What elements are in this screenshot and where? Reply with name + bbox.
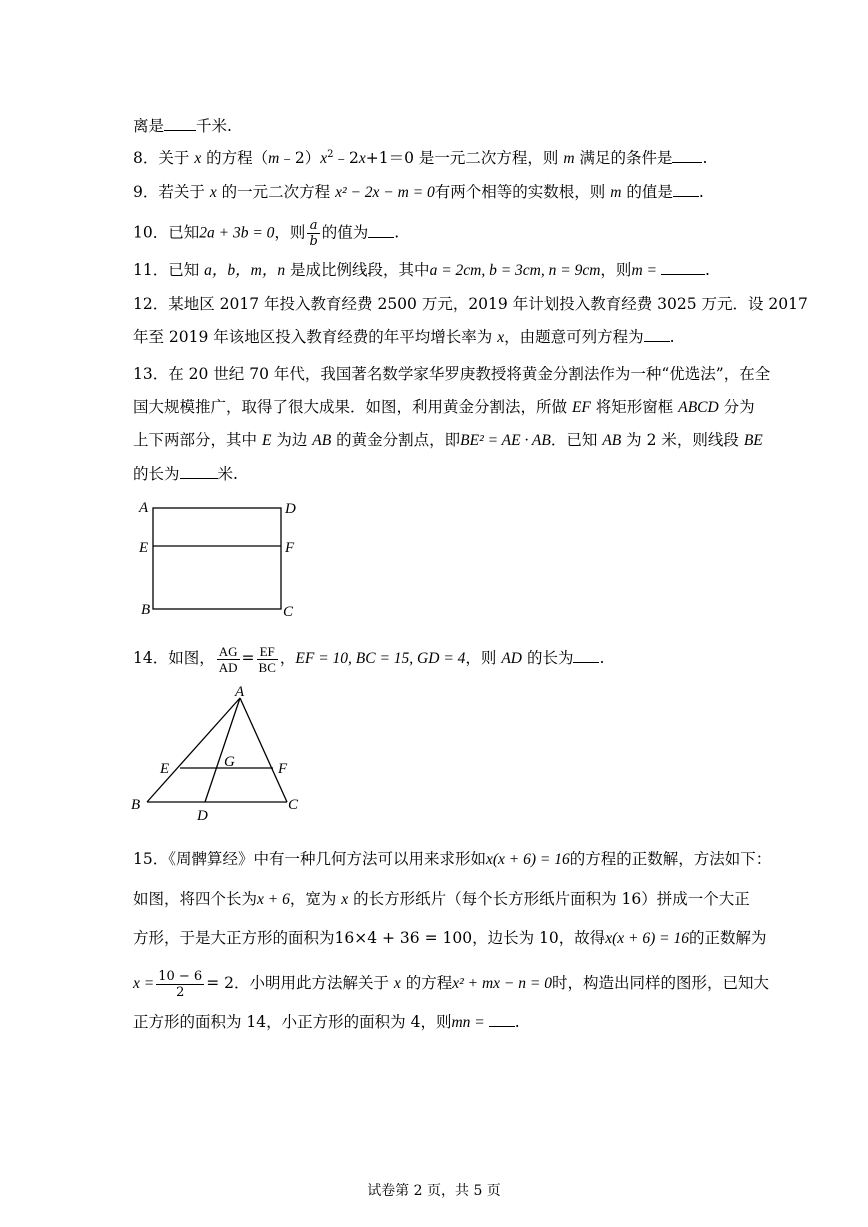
answer-blank[interactable] [368, 223, 394, 238]
q15-equation: x² + mx − n = 0 [452, 975, 552, 992]
q9-equation: x² − 2x − m = 0 [335, 184, 435, 201]
q15-equation: x(x + 6) = 16 [485, 851, 570, 868]
rectangle-abcd [153, 508, 281, 609]
q9-var: x [209, 184, 217, 201]
q8-text: 的方程（ [201, 149, 269, 167]
label-e: E [160, 761, 170, 777]
q12-end: . [669, 328, 675, 346]
q11-text: ，则 [600, 261, 632, 279]
fraction-denominator: BC [258, 659, 276, 675]
q13-var: E [261, 432, 272, 449]
answer-blank[interactable] [573, 648, 599, 663]
q13-text: 国大规模推广，取得了很大成果．如图，利用黄金分割法，所做 [133, 398, 572, 416]
q8-text: ﹣2） [279, 149, 321, 167]
segment-ad [205, 698, 240, 802]
q10-number: 10． [133, 223, 169, 242]
answer-blank[interactable] [644, 327, 670, 342]
q8-text: 关于 [158, 149, 195, 167]
q13-text: 上下两部分，其中 [133, 431, 262, 449]
fraction-numerator: 10 − 6 [158, 968, 203, 984]
label-d: D [197, 808, 208, 824]
q13-text: 将矩形窗框 [590, 398, 679, 416]
q10-end: . [394, 223, 400, 242]
q7-text: 离是 [133, 117, 165, 135]
label-c: C [283, 604, 294, 620]
q15-var: x [393, 975, 401, 992]
q9-text: 的一元二次方程 [216, 183, 336, 201]
fraction-ef-over-bc [257, 644, 278, 675]
q15-text: 如图，将四个长为 [133, 890, 258, 908]
q12-line2 [133, 327, 675, 348]
q15-text: 正方形的面积为 14，小正方形的面积为 4，则 [133, 1013, 452, 1031]
label-g: G [224, 754, 235, 770]
q14-equation: EF = 10, BC = 15, GD = 4 [295, 650, 466, 667]
q8-exponent: 2 [327, 148, 334, 160]
q14-var: AD [501, 650, 523, 667]
q9-text: 若关于 [158, 183, 210, 201]
q8-var: m [563, 150, 575, 167]
q8-text: 满足的条件是 [574, 149, 673, 167]
q8-text: +1＝0 是一元二次方程，则 [365, 149, 564, 167]
q15-text: 的方程 [400, 974, 453, 992]
q15-var: x = [133, 975, 155, 992]
q13-line2 [133, 397, 755, 418]
q14-number: 14． [133, 649, 169, 667]
q12-text: ，由题意可列方程为 [504, 328, 644, 346]
page-footer: 试卷第 2 页，共 5 页 [367, 1183, 501, 1199]
question-8 [133, 148, 707, 169]
q13-var: AB [312, 432, 332, 449]
fraction-numerator: a [307, 218, 319, 234]
q15-var: mn = [451, 1014, 485, 1031]
q13-var: EF [571, 399, 591, 416]
q12-text: 年至 2019 年该地区投入教育经费的年平均增长率为 [133, 328, 498, 346]
fraction-solution [156, 969, 204, 1000]
q10-text: ，则 [274, 223, 306, 242]
q14-text: ， [279, 649, 296, 667]
q15-text: 的正数解为 [689, 929, 767, 947]
fraction-ag-over-ad [217, 644, 240, 675]
q13-line3 [133, 430, 763, 451]
answer-blank[interactable] [164, 116, 196, 131]
q11-text: 已知 [168, 261, 205, 279]
question-10 [133, 218, 399, 249]
figure-triangle-abc [125, 680, 315, 826]
answer-blank[interactable] [672, 148, 702, 163]
q13-text: 分为 [718, 398, 755, 416]
q15-text: 的长方形纸片（每个长方形纸片面积为 16）拼成一个大正 [348, 890, 750, 908]
q13-text: 为边 [271, 431, 313, 449]
q7-tail [133, 116, 232, 136]
answer-blank[interactable] [180, 464, 218, 479]
answer-blank[interactable] [673, 182, 699, 197]
fraction-numerator: AG [218, 643, 238, 659]
label-d: D [285, 501, 296, 517]
q10-equation: 2a + 3b = 0 [199, 224, 275, 242]
answer-blank[interactable] [661, 260, 705, 275]
label-b: B [141, 602, 151, 618]
q15-line1 [133, 849, 771, 870]
q9-number: 9． [133, 183, 159, 201]
q15-var: x [341, 891, 349, 908]
q12-line1: 12．某地区 2017 年投入教育经费 2500 万元，2019 年计划投入教育经费 3025 万元．设 2017 [133, 295, 808, 313]
q8-var: x [320, 150, 328, 167]
q13-line4 [133, 464, 238, 484]
label-c: C [288, 797, 299, 813]
fraction-numerator: EF [257, 644, 278, 660]
q10-text: 已知 [168, 223, 200, 242]
segment-ac [240, 698, 287, 802]
q8-var: x [358, 150, 366, 167]
q9-text: 的值是 [621, 183, 673, 201]
q15-text: 15．《周髀算经》中有一种几何方法可以用来求形如 [133, 850, 486, 868]
q11-vars: a，b，m，n [204, 262, 286, 279]
q13-text: 米. [217, 465, 238, 483]
q15-end: . [514, 1013, 520, 1031]
question-14 [133, 641, 604, 676]
fraction-denominator: 2 [176, 984, 185, 1000]
q15-equation: x + 6 [257, 891, 290, 908]
figure-rectangle-abcd [133, 496, 313, 622]
answer-blank[interactable] [489, 1012, 515, 1027]
question-9 [133, 182, 704, 203]
q13-var: ABCD [678, 399, 719, 416]
q11-equation: a = 2cm, b = 3cm, n = 9cm [429, 262, 601, 279]
q13-text: 的黄金分割点，即 [331, 431, 461, 449]
q9-end: . [698, 183, 704, 201]
label-b: B [131, 797, 141, 813]
q12-var: x [497, 329, 505, 346]
label-f: F [285, 540, 295, 556]
q13-text: ．已知 [550, 431, 603, 449]
q13-var: BE [743, 432, 763, 449]
q13-text: 的长为 [133, 465, 180, 483]
q11-text: 是成比例线段，其中 [285, 261, 430, 279]
q9-text: 有两个相等的实数根，则 [434, 183, 611, 201]
q15-line5 [133, 1012, 520, 1033]
fraction-denominator: b [309, 234, 318, 249]
fraction-denominator: AD [218, 659, 238, 675]
q14-text: ，则 [465, 649, 502, 667]
q15-text: ，边长为 10，故得 [472, 929, 606, 947]
q15-line4 [133, 966, 769, 1001]
fraction-a-over-b [307, 218, 319, 249]
q15-equation: x(x + 6) = 16 [605, 930, 689, 947]
segment-ab [147, 698, 240, 802]
q14-end: . [599, 649, 605, 667]
q11-number: 11． [133, 261, 169, 279]
question-11 [133, 260, 710, 281]
q15-text: 方形，于是大正方形的面积为 [133, 929, 335, 947]
q15-line2 [133, 889, 750, 910]
q11-end: . [704, 261, 710, 279]
q13-var: AB [602, 432, 622, 449]
q8-text: ﹣2 [333, 149, 359, 167]
q8-end: . [702, 149, 708, 167]
label-a: A [139, 500, 149, 516]
q13-text: 为 2 米，则线段 [621, 431, 744, 449]
q15-text: 的方程的正数解，方法如下： [569, 850, 772, 868]
q10-text: 的值为 [321, 223, 369, 242]
q15-text: ．小明用此方法解关于 [233, 974, 394, 992]
q15-text: 时，构造出同样的图形，已知大 [551, 974, 769, 992]
q8-var: x [194, 150, 202, 167]
q8-number: 8． [133, 149, 159, 167]
q8-var: m [268, 150, 280, 167]
label-e: E [139, 540, 149, 556]
q14-text: 的长为 [522, 649, 574, 667]
q13-line1: 13．在 20 世纪 70 年代，我国著名数学家华罗庚教授将黄金分割法作为一种“优选法”，在全 [133, 365, 771, 383]
q7-text-end: 千米. [196, 117, 232, 135]
label-a: A [235, 684, 245, 700]
q15-text: ，宽为 [289, 890, 342, 908]
q14-equals: = [241, 649, 255, 667]
q9-var: m [610, 184, 622, 201]
q15-equation: 16×4 + 36 = 100 [334, 929, 473, 947]
q11-var: m = [631, 262, 657, 279]
q14-text: 如图， [168, 649, 215, 667]
q15-equation: = 2 [206, 974, 234, 992]
q15-line3 [133, 928, 767, 949]
label-f: F [278, 761, 288, 777]
q13-equation: BE² = AE · AB [460, 432, 551, 449]
